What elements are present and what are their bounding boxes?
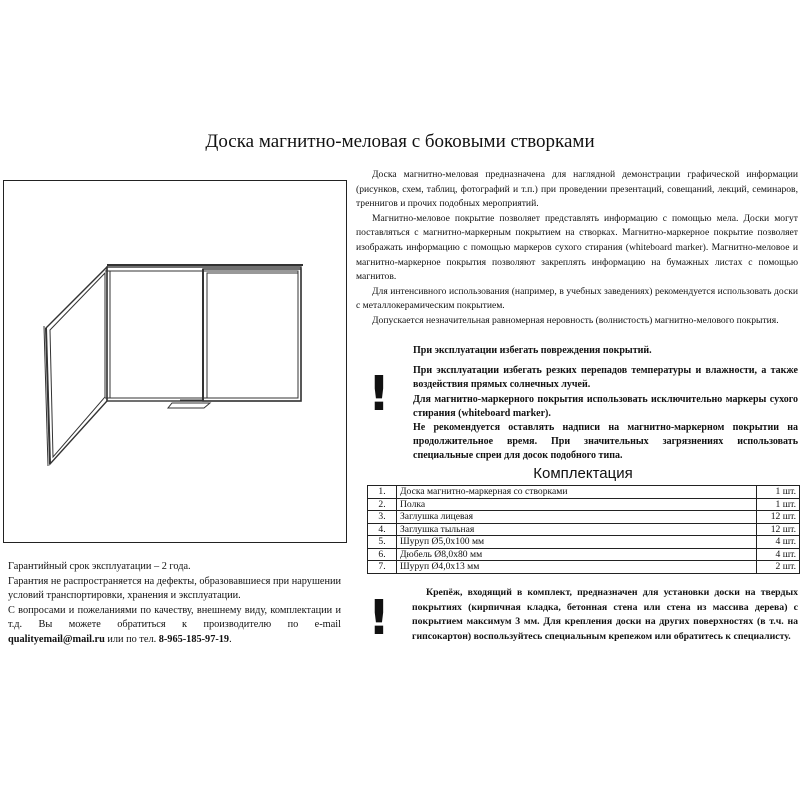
warning-heading: При эксплуатации избегать повреждения покрытий.	[413, 345, 652, 356]
warning-item: Не рекомендуется оставлять надписи на магнитно-маркерном покрытии на продолжительное время. При значительных загрязнениях использовать специальные спреи для досок подобного типа.	[413, 422, 798, 462]
table-row	[368, 548, 800, 561]
item-qty: 2 шт.	[757, 561, 800, 574]
warnings-block	[413, 344, 798, 464]
kit-table	[367, 485, 800, 574]
mounting-text: Крепёж, входящий в комплект, предназначен для установки доски на твердых покрытиях (кирпичная кладка, бетонная стена или стена из массива дерева) с покрытием максимум 3 мм. Для крепления доски на других поверхностях (в т.ч. на гипсокартон) воспользуйтесь специальным крепежом или обратитесь к специалисту.	[412, 587, 798, 642]
row-number: 5.	[368, 536, 397, 549]
kit-title: Комплектация	[533, 465, 633, 482]
shelf	[168, 403, 210, 408]
table-row	[368, 511, 800, 524]
board-illustration	[3, 180, 347, 543]
warning-item: Для магнитно-маркерного покрытия использовать исключительно маркеры сухого стирания (whiteboard marker).	[413, 393, 798, 419]
table-row	[368, 523, 800, 536]
description-paragraph: Допускается незначительная равномерная неровность (волнистость) магнитно-мелового покрытия.	[372, 314, 779, 326]
item-name: Доска магнитно-маркерная со створками	[397, 486, 757, 499]
description	[356, 168, 798, 329]
item-name: Полка	[397, 498, 757, 511]
phone-number: 8-965-185-97-19	[158, 633, 230, 645]
table-row	[368, 498, 800, 511]
exclamation-icon: !	[368, 590, 390, 646]
item-name: Заглушка лицевая	[397, 511, 757, 524]
row-number: 6.	[368, 548, 397, 561]
item-name: Дюбель Ø8,0х80 мм	[397, 548, 757, 561]
right-wing	[203, 269, 301, 401]
phone-text: или по тел.	[107, 633, 157, 645]
page-title: Доска магнитно-меловая с боковыми створками	[205, 131, 595, 152]
warning-item: При эксплуатации избегать резких перепадов температуры и влажности, а также воздействия прямых солнечных лучей.	[413, 365, 798, 391]
warranty-block	[8, 560, 341, 648]
item-qty: 12 шт.	[757, 523, 800, 536]
description-paragraph: Для интенсивного использования (например, в учебных заведениях) рекомендуется использовать доски с металлокерамическим покрытием.	[356, 285, 798, 312]
table-row	[368, 486, 800, 499]
contact-text: С вопросами и пожеланиями по качеству, внешнему виду, комплектации и т.д. Вы можете обратиться к производителю по e-mail	[8, 604, 341, 631]
item-qty: 12 шт.	[757, 511, 800, 524]
item-qty: 4 шт.	[757, 536, 800, 549]
item-name: Шуруп Ø4,0х13 мм	[397, 561, 757, 574]
mounting-note	[412, 586, 798, 644]
warranty-term: Гарантийный срок эксплуатации – 2 года.	[8, 561, 191, 572]
item-qty: 4 шт.	[757, 548, 800, 561]
warranty-exclusions: Гарантия не распространяется на дефекты, образовавшиеся при нарушении условий транспортировки, хранения и эксплуатации.	[8, 575, 341, 602]
description-paragraph: Доска магнитно-меловая предназначена для наглядной демонстрации графической информации (рисунков, схем, таблиц, фотографий и т.п.) при проведении презентаций, совещаний, лекций, семинаров, треннигов и прочих подобных мероприятий.	[356, 169, 798, 210]
warranty-contact	[8, 604, 341, 648]
exclamation-icon: !	[368, 366, 390, 422]
row-number: 7.	[368, 561, 397, 574]
item-name: Заглушка тыльная	[397, 523, 757, 536]
email-link[interactable]: qualityemail@mail.ru	[8, 633, 105, 645]
row-number: 4.	[368, 523, 397, 536]
row-number: 1.	[368, 486, 397, 499]
item-name: Шуруп Ø5,0х100 мм	[397, 536, 757, 549]
row-number: 2.	[368, 498, 397, 511]
description-paragraph: Магнитно-меловое покрытие позволяет представлять информацию с помощью мела. Доски могут поставляться с магнитно-маркерным покрытием на створках. Магнитно-маркерное покрытие позволяет изображать информацию с помощью маркеров сухого стирания (whiteboard marker). Магнитно-меловое и магнитно-маркерное покрытия позволяют закреплять информацию на бумажных листах с помощью магнитов.	[356, 212, 798, 283]
sentence-end: .	[229, 633, 232, 645]
table-row	[368, 561, 800, 574]
item-qty: 1 шт.	[757, 486, 800, 499]
left-wing	[46, 267, 107, 464]
row-number: 3.	[368, 511, 397, 524]
item-qty: 1 шт.	[757, 498, 800, 511]
whiteboard-drawing	[4, 181, 346, 542]
table-row	[368, 536, 800, 549]
